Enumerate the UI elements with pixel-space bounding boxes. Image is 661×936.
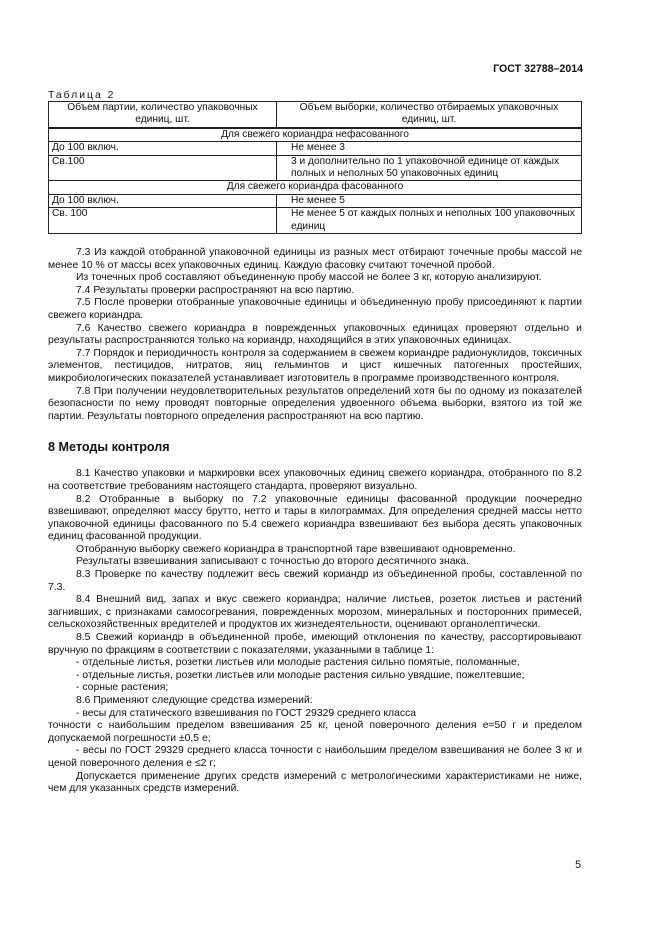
paragraph-8-6: 8.6 Применяют следующие средства измерений: [76, 695, 313, 706]
table-cell: Не менее 5 [277, 194, 582, 207]
paragraph-8-4: 8.4 Внешний вид, запах и вкус свежего кориандра; наличие листьев, розеток листьев и растений загнивших, с признаками самосогревания, поврежденных морозом, минеральных и посторонних примесей, сельскохозяйственных вредителей и продуктов их жизнедеятельности, оценивают органолептически. [48, 594, 582, 631]
table-header-sample: Объем выборки, количество отбираемых упаковочных единиц, шт. [277, 102, 582, 128]
list-item: - весы для статического взвешивания по ГОСТ 29329 среднего класса [76, 707, 417, 719]
table-cell: До 100 включ. [49, 194, 277, 207]
body-text [48, 247, 582, 796]
paragraph-7-3: 7.3 Из каждой отобранной упаковочной единицы из разных мест отбирают точечные пробы массой не менее 10 % от массы всех упаковочных единиц. Каждую фасовку считают точечной пробой. [48, 247, 582, 271]
paragraph: Допускается применение других средств измерений с метрологическими характеристиками не ниже, чем для указанных средств измерений. [48, 770, 582, 795]
table-row [49, 142, 582, 155]
table-cell: 3 и дополнительно по 1 упаковочной единице от каждых полных и неполных 50 упаковочных единиц [277, 155, 582, 181]
paragraph-7-6: 7.6 Качество свежего кориандра в поврежденных упаковочных единицах проверяют отдельно и результаты распространяются только на кориандр, находящийся в этих упаковочных единицах. [48, 322, 582, 347]
paragraph-7-7: 7.7 Порядок и периодичность контроля за содержанием в свежем кориандре радионуклидов, токсичных элементов, пестицидов, нитратов, яиц гельминтов и цист кишечных патогенных простейших, микробиологических показателей устанавливает изготовитель в программе производственного контроля. [48, 347, 582, 384]
paragraph: точности с наибольшим пределом взвешивания 25 кг, ценой поверочного деления е=50 г и пределом допускаемой погрешности ±0,5 е; [48, 720, 582, 744]
table-group-unpacked: Для свежего кориандра нефасованного [49, 128, 582, 142]
table-header-row [49, 102, 582, 128]
paragraph-8-3: 8.3 Проверке по качеству подлежит весь свежий кориандр из объединенной пробы, составленной по 7.3. [48, 569, 582, 593]
table-cell: Св. 100 [49, 208, 277, 234]
paragraph: Отобранную выборку свежего кориандра в транспортной таре взвешивают одновременно. [76, 543, 516, 555]
section-8-title: 8 Методы контроля [48, 440, 170, 455]
table-row [49, 155, 582, 181]
list-item: - отдельные листья, розетки листьев или молодые растения сильно помятые, поломанные, [76, 657, 520, 669]
list-item: - сорные растения; [76, 682, 169, 694]
paragraph-7-8: 7.8 При получении неудовлетворительных результатов определений хотя бы по одному из показателей безопасности по нему проводят повторные определения удвоенного объема выборки, взятого из той же партии. Результаты повторного определения распространяют на всю партию. [48, 385, 582, 422]
table-cell: Св.100 [49, 155, 277, 181]
table-group-row [49, 181, 582, 194]
paragraph-8-5: 8.5 Свежий кориандр в объединенной пробе, имеющий отклонения по качеству, рассортировывают вручную по фракциям в соответствии с показателями, указанными в таблице 1: [48, 632, 582, 656]
sampling-table [48, 101, 582, 234]
table-header-lot: Объем партии, количество упаковочных единиц, шт. [49, 102, 277, 128]
table-cell: До 100 включ. [49, 142, 277, 155]
paragraph-8-1: 8.1 Качество упаковки и маркировки всех упаковочных единиц свежего кориандра, отобранного по 8.2 на соответствие требованиям настоящего стандарта, проверяют визуально. [48, 468, 582, 492]
paragraph: Результаты взвешивания записывают с точностью до второго десятичного знака. [76, 556, 469, 568]
table-group-packed: Для свежего кориандра фасованного [49, 181, 582, 194]
list-item: - отдельные листья, розетки листьев или молодые растения сильно увядшие, пожелтевшие; [76, 669, 525, 681]
table-caption: Таблица 2 [48, 90, 116, 101]
table-row [49, 194, 582, 207]
paragraph: Из точечных проб составляют объединенную пробу массой не более 3 кг, которую анализируют. [76, 272, 542, 284]
paragraph-7-4: 7.4 Результаты проверки распространяют на всю партию. [76, 284, 355, 296]
paragraph-8-2: 8.2 Отобранные в выборку по 7.2 упаковочные единицы фасованной продукции поочередно взвешивают, определяют массу брутто, нетто и тары в килограммах. Для определения средней массы нетто упаковочной единицы фасованного по 5.4 свежего кориандра взвешивают без выбора десять упаковочных единиц фасованной продукции. [48, 493, 582, 543]
document-header: ГОСТ 32788–2014 [493, 63, 583, 75]
page-number: 5 [575, 859, 581, 871]
table-cell: Не менее 5 от каждых полных и неполных 100 упаковочных единиц [277, 208, 582, 234]
table-cell: Не менее 3 [277, 142, 582, 155]
paragraph-7-5: 7.5 После проверки отобранные упаковочные единицы и объединенную пробу присоединяют к партии свежего кориандра. [48, 297, 582, 321]
table-row [49, 208, 582, 234]
list-item: - весы по ГОСТ 29329 среднего класса точности с наибольшим пределом взвешивания не более 3 кг и ценой поверочного деления е ≤2 г; [48, 745, 582, 769]
table-group-row [49, 128, 582, 142]
